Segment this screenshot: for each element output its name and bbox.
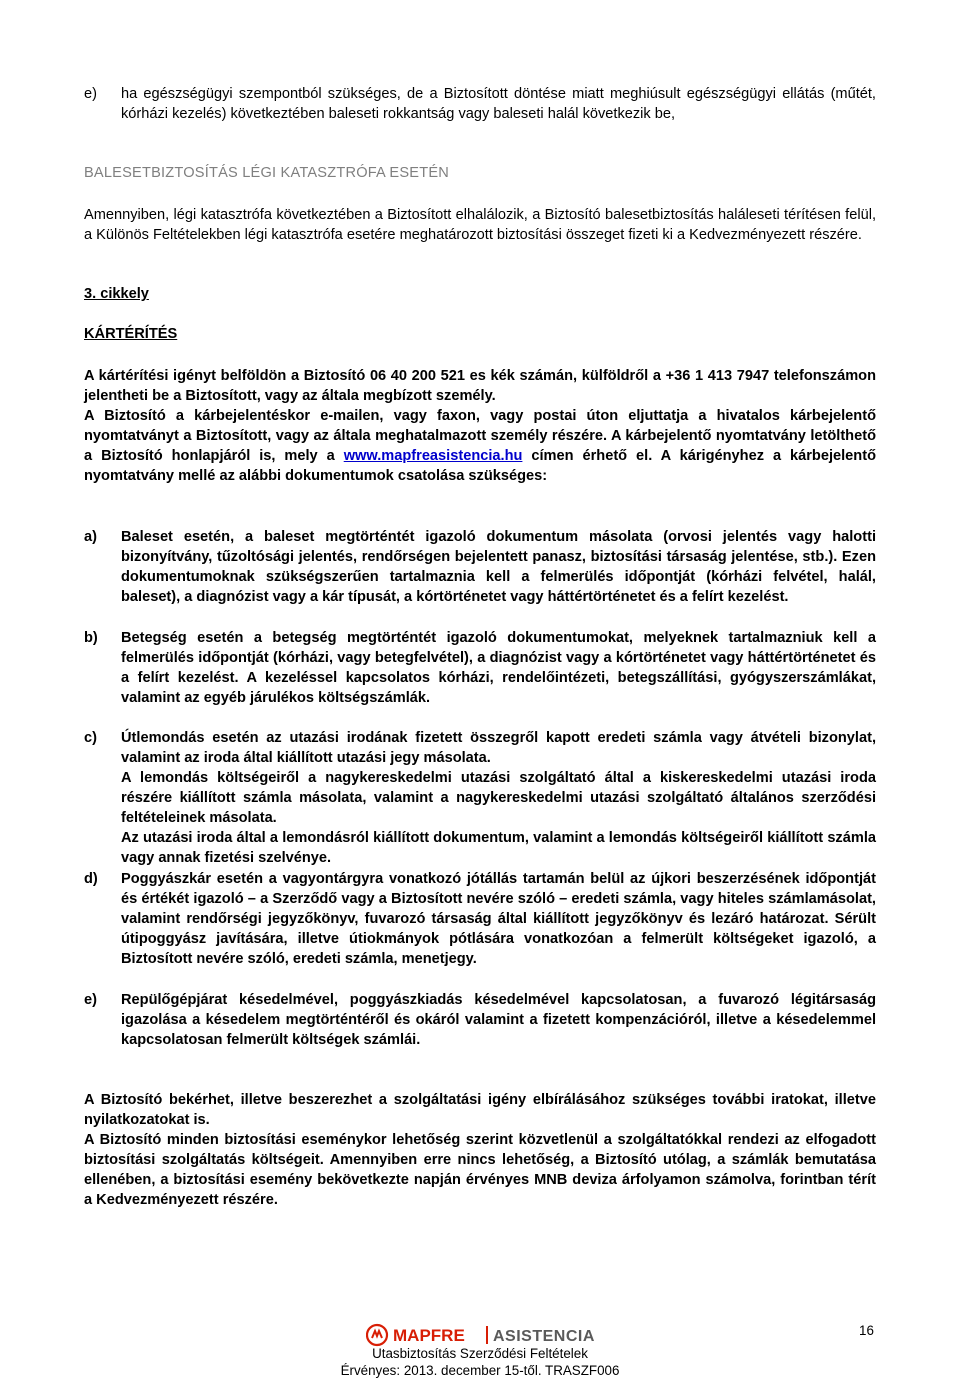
footer-title: Utasbiztosítás Szerződési Feltételek [372,1346,588,1361]
claims-text-after-link: címen érhető el. A kárigényhez a kárbejelentő nyomtatvány mellé az alábbi dokumentumok csatolása szükséges: [84,448,876,484]
document-item-b [84,628,876,708]
website-link[interactable]: www.mapfreasistencia.hu [343,448,523,464]
list-text: Útlemondás esetén az utazási irodának fizetett összegről kapott eredeti számla vagy átvételi bizonylat, valamint az iroda által kiállított utazási jegy másolata. [121,730,876,766]
mapfre-asistencia-logo [366,1323,596,1347]
logo-brand-text: MAPFRE [393,1326,465,1345]
document-item-d [84,869,876,969]
claims-paragraph-1: A kártérítési igényt belföldön a Biztosító 06 40 200 521 es kék számán, külföldről a +36 1 413 7947 telefonszámon jelentheti be a Biztosított, vagy az általa megbízott személy. [84,368,876,404]
document-item-c [84,728,876,868]
list-text: ha egészségügyi szempontból szükséges, de a Biztosított döntése miatt meghiúsult egészségügyi ellátás (műtét, kórházi kezelés) következtében baleseti rokkantság vagy baleseti halál következik be, [121,86,876,122]
air-disaster-heading: BALESETBIZTOSÍTÁS LÉGI KATASZTRÓFA ESETÉN [84,165,450,181]
article-title: KÁRTÉRÍTÉS [84,326,178,342]
claims-paragraph-2 [84,406,876,486]
claims-text-before-link: A Biztosító a kárbejelentéskor e-mailen, vagy faxon, vagy postai úton eljuttatja a hivatalos kárbejelentő nyomtatványt a Biztosított, vagy az általa meghatalmazott személy részére. A kárbejelentő nyomtatvány letölthető a Biztosító honlapjáról is, mely a [84,408,876,464]
list-label: e) [84,86,97,102]
list-text: Baleset esetén, a baleset megtörténtét igazoló dokumentum másolata (orvosi jelentés vagy halotti bizonyítvány, tűzoltósági jelentés, rendőrségen bejelentett panasz, biztosítási társaság jelentése, stb.). Ezen dokumentumoknak szükségszerűen tartalmaznia kell a felmerülés időpontját (kórházi felvétel, halál, baleset), a diagnózist vagy a kár típusát, a kórtörténetet vagy háttértörténetet és a felírt kezelést. [121,529,876,605]
document-item-a [84,527,876,607]
list-label: a) [84,529,97,545]
list-text: Betegség esetén a betegség megtörténtét igazoló dokumentumokat, melyeknek tartalmazniuk kell a felmerülés időpontját (kórházi, vagy betegfelvétel), a diagnózist vagy a kórtörténetet vagy háttértörténetet és a felírt kezelést. A kezeléssel kapcsolatos kórházi, rendelőintézeti, betegszállítási, gyógyszerszámlákat, valamint az egyéb járulékos költségszámlák. [121,630,876,706]
list-label: c) [84,730,97,746]
document-item-e [84,990,876,1050]
list-label: b) [84,630,98,646]
list-text-continued: Az utazási iroda által a lemondásról kiállított dokumentum, valamint a lemondás költségeiről kiállított számla vagy annak fizetési szelvénye. [121,830,876,866]
air-disaster-paragraph: Amennyiben, légi katasztrófa következtében a Biztosított elhalálozik, a Biztosító balesetbiztosítás haláleseti térítésen felül, a Különös Feltételekben légi katasztrófa esetére meghatározott biztosítási összeget fizeti ki a Kedvezményezett részére. [84,207,876,243]
closing-paragraph-2: A Biztosító minden biztosítási eseménykor lehetőség szerint közvetlenül a szolgáltatókkal rendezi az elfogadott biztosítási szolgáltatás költségeit. Amennyiben erre nincs lehetőség, a Biztosító utólag, a számlák bemutatása ellenében, a biztosítási esemény bekövetkezte napján érvényes MNB deviza árfolyamon számolva, forintban térít a Kedvezményezett részére. [84,1132,876,1208]
intro-list-item [84,84,876,124]
list-label: e) [84,992,97,1008]
closing-paragraph-1: A Biztosító bekérhet, illetve beszerezhet a szolgáltatási igény elbírálásához szükséges további iratokat, illetve nyilatkozatokat is. [84,1092,876,1128]
logo-sub-text: ASISTENCIA [493,1328,595,1345]
list-text: Poggyászkár esetén a vagyontárgyra vonatkozó jótállás tartamán belül az újkori beszerzésének időpontját és értékét igazoló – a Szerződő vagy a Biztosított nevére szóló – eredeti számla, vagy hiteles számlamásolat, valamint rendőrségi jegyzőkönyv, fuvarozó társaság által kiállított jegyzőkönyv és lezáró határozat. Sérült útipoggyász javítására, illetve útiokmányok pótlására vonatkozóan a felmerült költségeket igazoló, a Biztosított nevére szóló, eredeti számla, menetjegy. [121,871,876,967]
list-label: d) [84,871,98,887]
list-text: Repülőgépjárat késedelmével, poggyászkiadás késedelmével kapcsolatosan, a fuvarozó légitársaság igazolása a késedelem megtörténtéről és okáról valamint a fizetett kompenzációról, illetve a késedelemmel kapcsolatosan felmerült költségek számlái. [121,992,876,1048]
page-number: 16 [859,1323,874,1338]
article-number: 3. cikkely [84,286,149,302]
list-text-continued: A lemondás költségeiről a nagykereskedelmi utazási szolgáltató által a kiskereskedelmi utazási iroda részére kiállított számla másolata, valamint a nagykereskedelmi utazási szolgáltató általános szerződési feltételeinek másolata. [121,770,876,826]
footer-validity: Érvényes: 2013. december 15-től. TRASZF006 [340,1363,620,1378]
